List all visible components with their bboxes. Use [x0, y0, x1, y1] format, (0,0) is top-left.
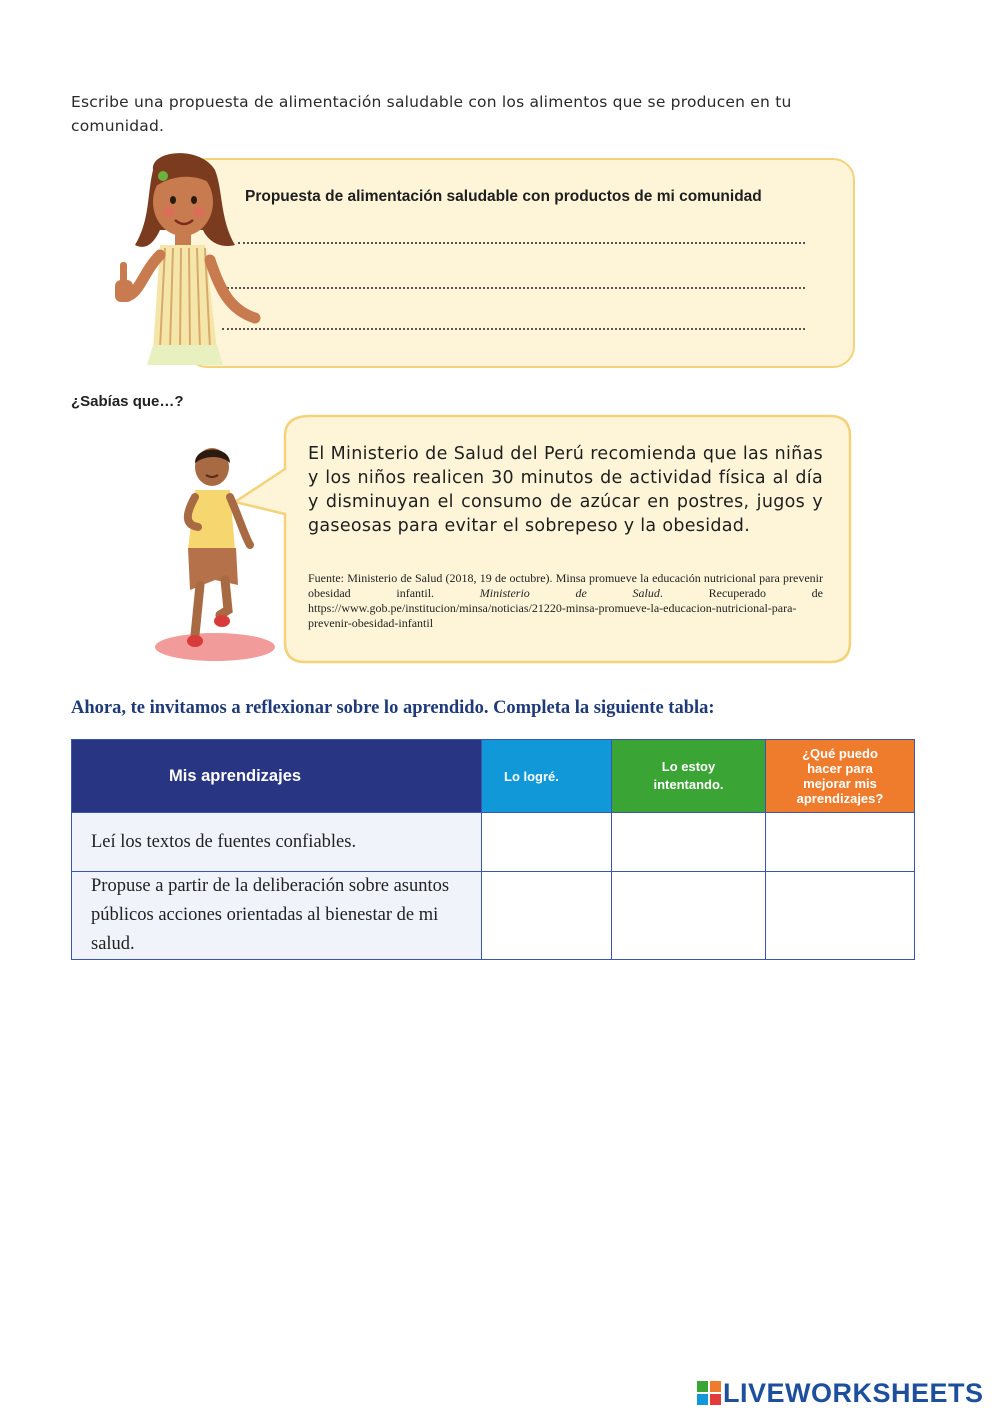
header-que-puedo-hacer: ¿Qué puedo hacer para mejorar mis aprendizajes?: [766, 740, 915, 813]
liveworksheets-logo[interactable]: [697, 1378, 984, 1408]
cell-lo-logre-1[interactable]: [482, 813, 612, 872]
cell-intentando-1[interactable]: [612, 813, 766, 872]
cell-lo-logre-2[interactable]: [482, 872, 612, 960]
boy-running-illustration: [150, 445, 280, 665]
reflection-heading: Ahora, te invitamos a reflexionar sobre lo aprendido. Completa la siguiente tabla:: [71, 698, 715, 718]
learning-item-1: Leí los textos de fuentes confiables.: [72, 813, 482, 872]
answer-line-2[interactable]: [222, 287, 805, 289]
intro-text: Escribe una propuesta de alimentación saludable con los alimentos que se producen en tu comunidad.: [71, 93, 792, 135]
learning-item-2: Propuse a partir de la deliberación sobre asuntos públicos acciones orientadas al bienestar de mi salud.: [72, 872, 482, 960]
table-row: [72, 813, 915, 872]
did-you-know-text: El Ministerio de Salud del Perú recomienda que las niñas y los niños realicen 30 minutos de actividad física al día y disminuyan el consumo de azúcar en postres, jugos y gaseosas para evitar el sobrepeso y la obesidad.: [308, 444, 823, 536]
self-assessment-table: [71, 739, 915, 960]
girl-thumbs-up-illustration: [105, 150, 275, 375]
header-lo-logre: Lo logré.: [482, 740, 612, 813]
did-you-know-heading: ¿Sabías que…?: [71, 393, 184, 410]
header-mis-aprendizajes: Mis aprendizajes: [72, 740, 482, 813]
source-italic: Ministerio de Salud: [479, 586, 660, 600]
cell-mejorar-1[interactable]: [766, 813, 915, 872]
cell-mejorar-2[interactable]: [766, 872, 915, 960]
liveworksheets-grid-icon: [697, 1381, 721, 1405]
source-suffix: . Recuperado de https://www.gob.pe/institucion/minsa/noticias/21220-minsa-promueve-la-educacion-nutricional-para-prevenir-obesidad-infantil: [308, 586, 823, 630]
header-lo-estoy-intentando: Lo estoy intentando.: [612, 740, 766, 813]
source-prefix: Fuente: Ministerio de Salud (2018, 19 de octubre). Minsa promueve la educación nutricional para prevenir obesidad infantil.: [308, 571, 823, 600]
source-citation: [308, 571, 823, 631]
answer-line-1[interactable]: [238, 242, 805, 244]
proposal-title: Propuesta de alimentación saludable con productos de mi comunidad: [245, 188, 762, 205]
cell-intentando-2[interactable]: [612, 872, 766, 960]
answer-line-3[interactable]: [222, 328, 805, 330]
table-row: [72, 872, 915, 960]
liveworksheets-logo-text: LIVEWORKSHEETS: [723, 1377, 984, 1408]
table-header-row: [72, 740, 915, 813]
